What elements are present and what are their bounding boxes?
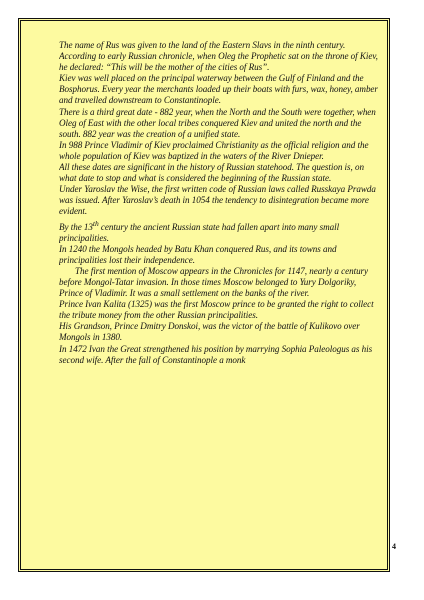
century-text-before: By the 13: [59, 221, 93, 232]
document-body: [59, 40, 381, 556]
paragraph-ivan-kalita: Prince Ivan Kalita (1325) was the first Moscow prince to be granted the right to collect the tribute money from the other Russian principalities.: [59, 299, 374, 321]
century-superscript: th: [92, 218, 99, 228]
paragraph-yaroslav-the-wise: Under Yaroslav the Wise, the first written code of Russian laws called Russkaya Prawda was issued. After Yaroslav’s death in 1054 the tendency to disintegration became more evident.: [59, 184, 376, 217]
paragraph-882-unification: There is a third great date - 882 year, when the North and the South were together, when Oleg of East with the other local tribes conquered Kiev and united the north and the south. 882 year was the creation of a unified state.: [59, 106, 376, 139]
paragraph-dmitry-donskoi: His Grandson, Prince Dmitry Donskoi, was the victor of the battle of Kulikovo over Mongols in 1380.: [59, 321, 360, 343]
paragraph-rus-name: The name of Rus was given to the land of the Eastern Slavs in the ninth century. According to early Russian chronicle, when Oleg the Prophetic sat on the throne of Kiev, he declared: “This will be the mother of the cities of Rus”.: [59, 40, 378, 73]
paragraph-kiev-waterway: Kiev was well placed on the principal waterway between the Gulf of Finland and the Bosphorus. Every year the merchants loaded up their boats with furs, wax, honey, amber and travelled downstream to Constantinople.: [59, 73, 378, 106]
paragraph-significant-dates: All these dates are significant in the history of Russian statehood. The question is, on what date to stop and what is considered the beginning of the Russian state.: [59, 162, 364, 184]
paragraph-ivan-the-great: In 1472 Ivan the Great strengthened his position by marrying Sophia Paleologus as his second wife. After the fall of Constantinople a monk: [59, 343, 373, 365]
paragraph-mongol-conquest: In 1240 the Mongols headed by Batu Khan conquered Rus, and its towns and principalities lost their independence.: [59, 243, 337, 265]
paragraph-moscow-first-mention: The first mention of Moscow appears in the Chronicles for 1147, nearly a century before Mongol-Tatar invasion. In those times Moscow belonged to Yury Dolgoriky, Prince of Vladimir. It was a small settlement on the banks of the river.: [59, 265, 369, 299]
paragraph-988-christianity: In 988 Prince Vladimir of Kiev proclaimed Christianity as the official religion and the whole population of Kiev was baptized in the waters of the River Dnieper.: [59, 139, 369, 161]
paragraph-13th-century: [59, 218, 381, 244]
century-text-after: century the ancient Russian state had fallen apart into many small principalities.: [59, 221, 340, 243]
page-number: 4: [392, 542, 396, 551]
